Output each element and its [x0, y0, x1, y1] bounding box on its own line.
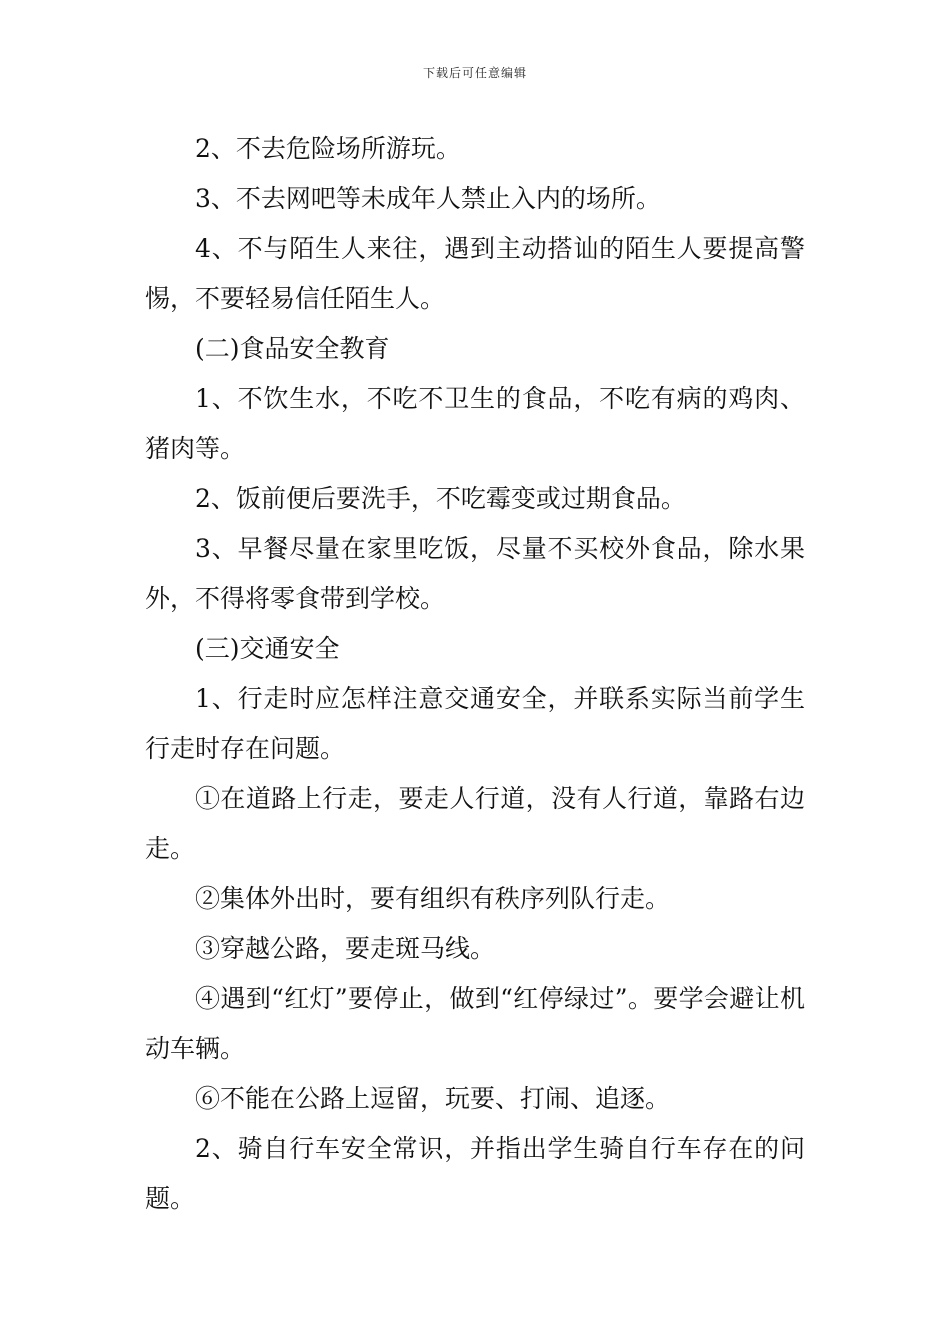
paragraph: ②集体外出时，要有组织有秩序列队行走。	[195, 884, 671, 913]
document-body	[145, 124, 805, 1224]
section-heading: (三)交通安全	[195, 634, 340, 663]
page-header: 下载后可任意编辑	[422, 66, 527, 80]
paragraph: 2、不去危险场所游玩。	[195, 134, 461, 163]
paragraph: 3、不去网吧等未成年人禁止入内的场所。	[195, 184, 661, 213]
paragraph: 2、饭前便后要洗手，不吃霉变或过期食品。	[195, 484, 686, 513]
paragraph: ④遇到“红灯”要停止，做到“红停绿过”。要学会避让机动车辆。	[145, 984, 805, 1063]
paragraph: 4、不与陌生人来往，遇到主动搭讪的陌生人要提高警惕，不要轻易信任陌生人。	[145, 234, 805, 313]
paragraph: 1、行走时应怎样注意交通安全，并联系实际当前学生行走时存在问题。	[145, 684, 805, 763]
paragraph: ⑥不能在公路上逗留，玩要、打闹、追逐。	[195, 1084, 671, 1113]
paragraph: 1、不饮生水，不吃不卫生的食品，不吃有病的鸡肉、猪肉等。	[145, 384, 805, 463]
paragraph: ③穿越公路，要走斑马线。	[195, 934, 496, 963]
section-heading: (二)食品安全教育	[195, 334, 390, 363]
paragraph: 3、早餐尽量在家里吃饭，尽量不买校外食品，除水果外，不得将零食带到学校。	[145, 534, 805, 613]
paragraph: ①在道路上行走，要走人行道，没有人行道，靠路右边走。	[145, 784, 805, 863]
paragraph: 2、骑自行车安全常识，并指出学生骑自行车存在的问题。	[145, 1134, 805, 1213]
